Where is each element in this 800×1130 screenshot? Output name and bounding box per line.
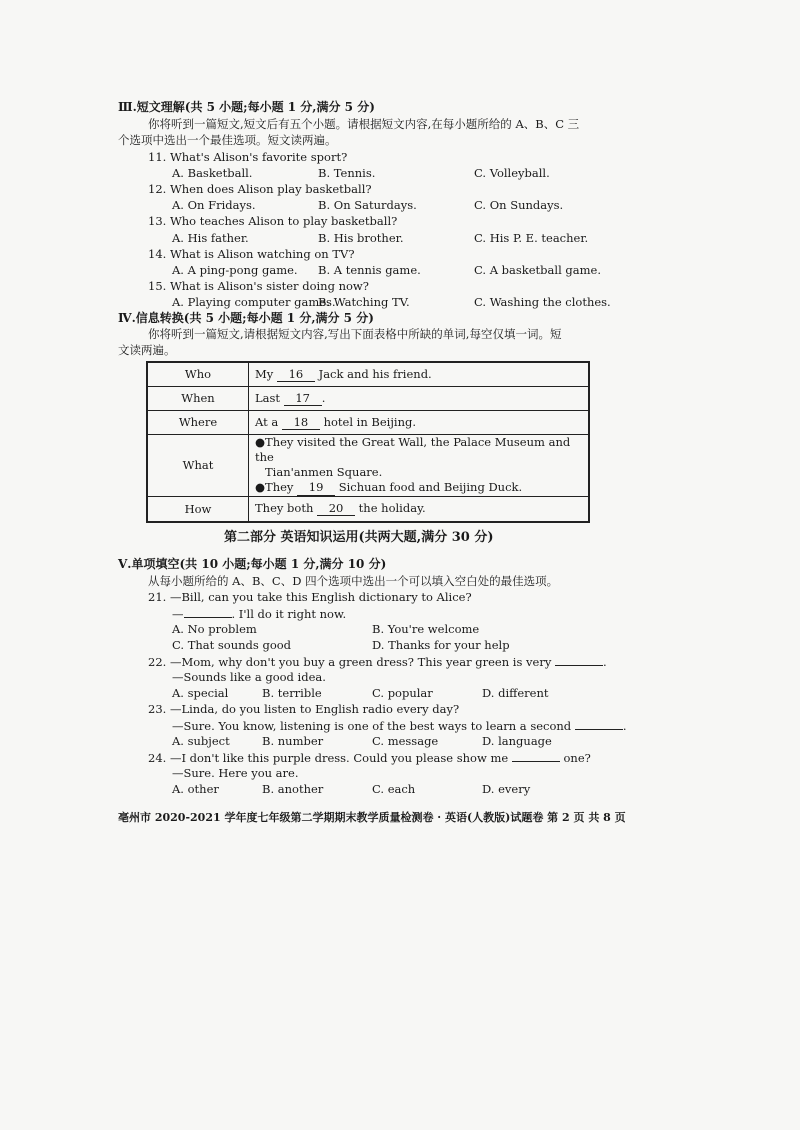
question-23-option-c: C. message [372, 734, 439, 748]
what-bullet-2-suffix: Sichuan food and Beijing Duck. [338, 479, 523, 494]
how-prefix: They both [255, 501, 314, 516]
question-14-option-a: A. A ping-pong game. [172, 263, 298, 277]
table-row-what [147, 434, 589, 496]
question-12-option-b: B. On Saturdays. [318, 198, 417, 212]
question-24-option-a: A. other [172, 782, 219, 796]
question-11-option-a: A. Basketball. [172, 166, 253, 180]
where-cell [249, 410, 590, 434]
question-13-option-c: C. His P. E. teacher. [474, 231, 589, 245]
question-23-line-2-text: —Sure. You know, listening is one of the best ways to learn a second [172, 719, 572, 733]
question-21-option-d: D. Thanks for your help [372, 638, 510, 652]
where-label: Where [147, 410, 249, 434]
who-suffix: Jack and his friend. [318, 366, 432, 381]
question-23-line-2-end: . [622, 719, 627, 733]
question-23-blank [575, 718, 623, 730]
question-21-option-c: C. That sounds good [172, 638, 292, 652]
blank-18: 18 [282, 415, 320, 430]
question-13-option-a: A. His father. [172, 231, 249, 245]
where-prefix: At a [255, 414, 279, 429]
page-footer: 亳州市 2020-2021 学年度七年级第二学期期末教学质量检测卷 · 英语(人教版)试题卷 第 2 页 共 8 页 [118, 811, 626, 824]
table-row-where [147, 410, 589, 434]
table-row-when [147, 386, 589, 410]
question-24-line-1 [148, 750, 591, 766]
blank-17: 17 [284, 391, 322, 406]
question-22-option-c: C. popular [372, 686, 433, 700]
who-prefix: My [255, 366, 274, 381]
question-23-line-2 [172, 718, 626, 734]
who-cell [249, 362, 590, 386]
when-prefix: Last [255, 390, 281, 405]
section4-instructions-2: 文读两遍。 [118, 343, 176, 357]
table-row-who [147, 362, 589, 386]
when-cell [249, 386, 590, 410]
section3-instructions-2: 个选项中选出一个最佳选项。短文读两遍。 [118, 133, 337, 147]
where-suffix: hotel in Beijing. [323, 414, 416, 429]
question-21-dash: — [172, 607, 184, 621]
who-label: Who [147, 362, 249, 386]
what-bullet-1-line-1: ●They visited the Great Wall, the Palace Museum and the [255, 434, 571, 464]
info-table [146, 361, 590, 523]
question-15-stem: 15. What is Alison's sister doing now? [148, 279, 369, 293]
question-22-blank [555, 654, 603, 666]
question-24-line-2: —Sure. Here you are. [172, 766, 299, 780]
how-suffix: the holiday. [358, 501, 426, 516]
question-21-option-a: A. No problem [172, 622, 257, 636]
question-24-option-b: B. another [262, 782, 324, 796]
when-suffix: . [321, 390, 326, 405]
question-23-option-a: A. subject [172, 734, 230, 748]
question-21-option-b: B. You're welcome [372, 622, 480, 636]
question-13-stem: 13. Who teaches Alison to play basketball? [148, 214, 398, 228]
question-12-stem: 12. When does Alison play basketball? [148, 182, 372, 196]
blank-19: 19 [297, 480, 335, 496]
table-row-how [147, 496, 589, 522]
question-21-line-2-text: . I'll do it right now. [231, 607, 347, 621]
question-13-option-b: B. His brother. [318, 231, 404, 245]
section4-instructions-1: 你将听到一篇短文,请根据短文内容,写出下面表格中所缺的单词,每空仅填一词。短 [148, 327, 562, 341]
question-24-line-1-end: one? [563, 751, 591, 765]
question-15-option-b: B. Watching TV. [318, 295, 410, 309]
what-bullet-1-line-2: Tian'anmen Square. [265, 464, 383, 479]
question-22-line-1 [148, 654, 607, 670]
question-15-option-a: A. Playing computer games. [172, 295, 336, 309]
what-label: What [147, 434, 249, 496]
question-12-option-a: A. On Fridays. [172, 198, 256, 212]
question-22-option-d: D. different [482, 686, 549, 700]
when-label: When [147, 386, 249, 410]
part2-title: 第二部分 英语知识运用(共两大题,满分 30 分) [224, 530, 494, 545]
how-label: How [147, 496, 249, 522]
question-23-option-b: B. number [262, 734, 324, 748]
question-22-line-1-end: . [602, 655, 607, 669]
blank-16: 16 [277, 367, 315, 382]
question-23-line-1: 23. —Linda, do you listen to English radio every day? [148, 702, 460, 716]
question-11-option-c: C. Volleyball. [474, 166, 550, 180]
blank-20: 20 [317, 501, 355, 516]
question-24-option-d: D. every [482, 782, 531, 796]
question-23-option-d: D. language [482, 734, 552, 748]
section5-title: Ⅴ.单项填空(共 10 小题;每小题 1 分,满分 10 分) [118, 557, 387, 571]
question-11-option-b: B. Tennis. [318, 166, 376, 180]
what-bullet-2 [255, 480, 582, 496]
question-22-option-b: B. terrible [262, 686, 322, 700]
question-22-line-2: —Sounds like a good idea. [172, 670, 326, 684]
question-14-stem: 14. What is Alison watching on TV? [148, 247, 355, 261]
question-24-blank [512, 750, 560, 762]
section5-instructions: 从每小题所给的 A、B、C、D 四个选项中选出一个可以填入空白处的最佳选项。 [148, 574, 559, 588]
what-bullet-2-prefix: ●They [255, 479, 294, 494]
section3-instructions-1: 你将听到一篇短文,短文后有五个小题。请根据短文内容,在每小题所给的 A、B、C 三 [148, 117, 580, 131]
question-24-option-c: C. each [372, 782, 416, 796]
question-21-line-2 [172, 606, 346, 622]
what-cell [249, 434, 590, 496]
how-cell [249, 496, 590, 522]
question-12-option-c: C. On Sundays. [474, 198, 564, 212]
question-15-option-c: C. Washing the clothes. [474, 295, 611, 309]
question-14-option-b: B. A tennis game. [318, 263, 421, 277]
question-21-line-1: 21. —Bill, can you take this English dictionary to Alice? [148, 590, 472, 604]
question-14-option-c: C. A basketball game. [474, 263, 601, 277]
question-24-line-1-text: 24. —I don't like this purple dress. Could you please show me [148, 751, 509, 765]
question-11-stem: 11. What's Alison's favorite sport? [148, 150, 348, 164]
question-22-line-1-text: 22. —Mom, why don't you buy a green dress? This year green is very [148, 655, 552, 669]
section4-title: Ⅳ.信息转换(共 5 小题;每小题 1 分,满分 5 分) [118, 311, 374, 325]
section3-title: Ⅲ.短文理解(共 5 小题;每小题 1 分,满分 5 分) [118, 100, 375, 114]
question-22-option-a: A. special [172, 686, 229, 700]
question-21-blank [184, 606, 232, 618]
